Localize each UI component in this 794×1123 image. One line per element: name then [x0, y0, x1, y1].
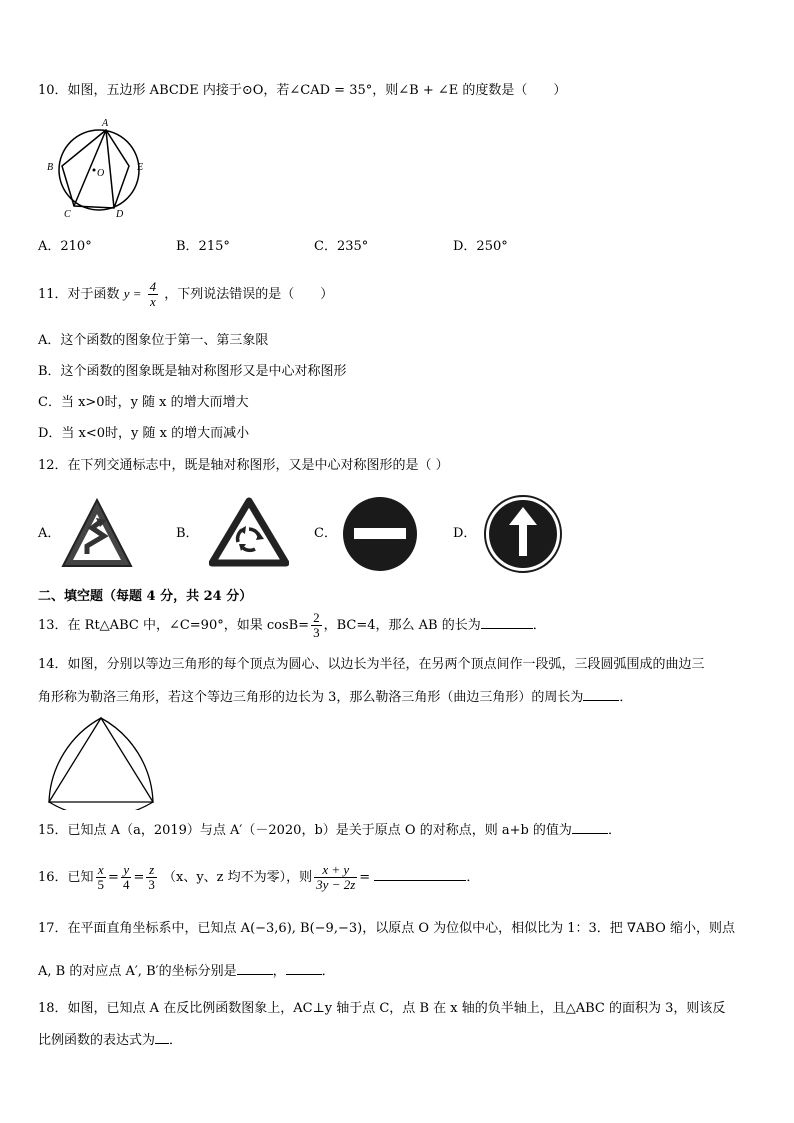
q13-prefix: 13．在 Rt△ABC 中，∠C=90°，如果 cosB= — [38, 618, 310, 633]
q16-frac-x-num: x — [96, 863, 107, 878]
q16-frac-z — [146, 863, 157, 892]
q10-option-b: B．215° — [176, 239, 230, 254]
q16-answer-blank[interactable] — [374, 868, 466, 881]
q13-frac-num: 2 — [313, 610, 320, 625]
q11-option-c: C．当 x>0时，y 随 x 的增大而增大 — [38, 395, 249, 410]
q12-label-b: B． — [176, 526, 199, 541]
q16-frac-y-den: 4 — [122, 877, 130, 892]
q12-stem: 12．在下列交通标志中，既是轴对称图形，又是中心对称图形的是（ ） — [38, 458, 449, 473]
q16-eq-1: = — [108, 870, 119, 885]
q13-end: ． — [532, 618, 546, 633]
q18-answer-blank[interactable] — [155, 1031, 169, 1044]
q16-middle: （x、y、z 均不为零），则 — [163, 870, 313, 885]
q13-frac-den: 3 — [313, 625, 320, 640]
q11-fraction — [148, 280, 159, 309]
q11-option-d: D．当 x<0时，y 随 x 的增大而减小 — [38, 426, 250, 441]
q17-comma: ， — [272, 964, 286, 979]
q16-frac-z-den: 3 — [148, 877, 155, 892]
q11-prefix: 11．对于函数 — [38, 287, 120, 302]
reuleaux-triangle-figure — [40, 712, 162, 810]
q18-line1: 18．如图，已知点 A 在反比例函数图象上，AC⊥y 轴于点 C，点 B 在 x 轴的负半轴上，且△ABC 的面积为 3，则该反 — [38, 1001, 726, 1016]
sign-double-bend-icon — [60, 496, 134, 570]
q10-option-d: D．250° — [453, 239, 508, 254]
q14-line2-wrap — [38, 688, 632, 707]
q16-frac-expr — [314, 863, 357, 892]
q17-end: ． — [321, 964, 335, 979]
sign-roundabout-icon — [209, 497, 289, 567]
q11-frac-num: 4 — [149, 279, 157, 294]
q18-line2-wrap — [38, 1031, 182, 1050]
q16-stem — [38, 858, 479, 898]
fig-label-C: C — [64, 209, 71, 218]
fig-label-D: D — [116, 209, 124, 218]
q16-frac-y — [121, 863, 132, 892]
q15-text: 15．已知点 A（a，2019）与点 A′（－2020，b）是关于原点 O 的对称点，则 a+b 的值为 — [38, 823, 572, 838]
q16-frac-x — [96, 863, 107, 892]
q12-label-d: D． — [453, 526, 477, 541]
q14-line2: 角形称为勒洛三角形，若这个等边三角形的边长为 3，那么勒洛三角形（曲边三角形）的周长为 — [38, 690, 584, 705]
q10-option-c: C．235° — [314, 239, 369, 254]
q11-option-b: B．这个函数的图象既是轴对称图形又是中心对称图形 — [38, 364, 347, 379]
q16-end: ． — [466, 870, 480, 885]
q16-frac-z-num: z — [146, 863, 157, 878]
q17-line2-wrap — [38, 962, 335, 981]
q16-frac-expr-num: x + y — [314, 863, 357, 878]
fig-label-A: A — [102, 118, 109, 129]
q12-label-a: A． — [38, 526, 61, 541]
section-fill-in-title: 二、填空题（每题 4 分，共 24 分） — [38, 589, 253, 604]
q13-fraction — [311, 611, 322, 640]
q17-answer-blank-1[interactable] — [237, 962, 273, 975]
q14-end: ． — [619, 690, 633, 705]
sign-no-entry-icon — [340, 494, 420, 574]
q18-line2: 比例函数的表达式为 — [38, 1033, 156, 1048]
q11-func: y = — [123, 286, 142, 301]
fig-label-E: E — [137, 162, 144, 173]
q12-label-c: C． — [314, 526, 337, 541]
inscribed-pentagon-figure — [44, 118, 154, 218]
q17-line1: 17．在平面直角坐标系中，已知点 A(−3,6), B(−9,−3)，以原点 O 为位似中心，相似比为 1：3．把 ∇ABO 缩小，则点 — [38, 921, 735, 936]
q13-suffix: ，BC=4，那么 AB 的长为 — [323, 618, 481, 633]
q11-frac-den: x — [149, 294, 156, 309]
q13-answer-blank[interactable] — [481, 616, 533, 629]
q13-stem — [38, 608, 546, 644]
fig-label-O: O — [97, 168, 105, 179]
sign-straight-ahead-icon — [482, 493, 564, 575]
q16-frac-x-den: 5 — [97, 877, 105, 892]
q16-prefix: 16．已知 — [38, 870, 94, 885]
q11-suffix: ，下列说法错误的是（ ） — [164, 287, 334, 302]
q14-line1: 14．如图，分别以等边三角形的每个顶点为圆心、以边长为半径，在另两个顶点间作一段弧，三段圆弧围成的曲边三 — [38, 657, 705, 672]
q18-end: ． — [169, 1033, 183, 1048]
q11-option-a: A．这个函数的图象位于第一、第三象限 — [38, 333, 269, 348]
q16-eq-3: = — [359, 870, 371, 885]
q10-option-a: A．210° — [38, 239, 92, 254]
q17-answer-blank-2[interactable] — [286, 962, 322, 975]
q16-frac-expr-den: 3y − 2z — [316, 877, 356, 892]
q15-end: ． — [607, 823, 621, 838]
q15-answer-blank[interactable] — [572, 821, 608, 834]
q17-line2: A, B 的对应点 A′, B′的坐标分别是 — [38, 964, 237, 979]
q15-stem — [38, 821, 621, 840]
q14-answer-blank[interactable] — [583, 688, 619, 701]
q16-frac-y-num: y — [121, 863, 132, 878]
q16-eq-2: = — [133, 870, 145, 885]
fig-label-B: B — [47, 162, 54, 173]
q10-stem: 10．如图，五边形 ABCDE 内接于⊙O，若∠CAD = 35°，则∠B + ∠E 的度数是（ ） — [38, 83, 567, 98]
q11-stem — [38, 276, 333, 313]
